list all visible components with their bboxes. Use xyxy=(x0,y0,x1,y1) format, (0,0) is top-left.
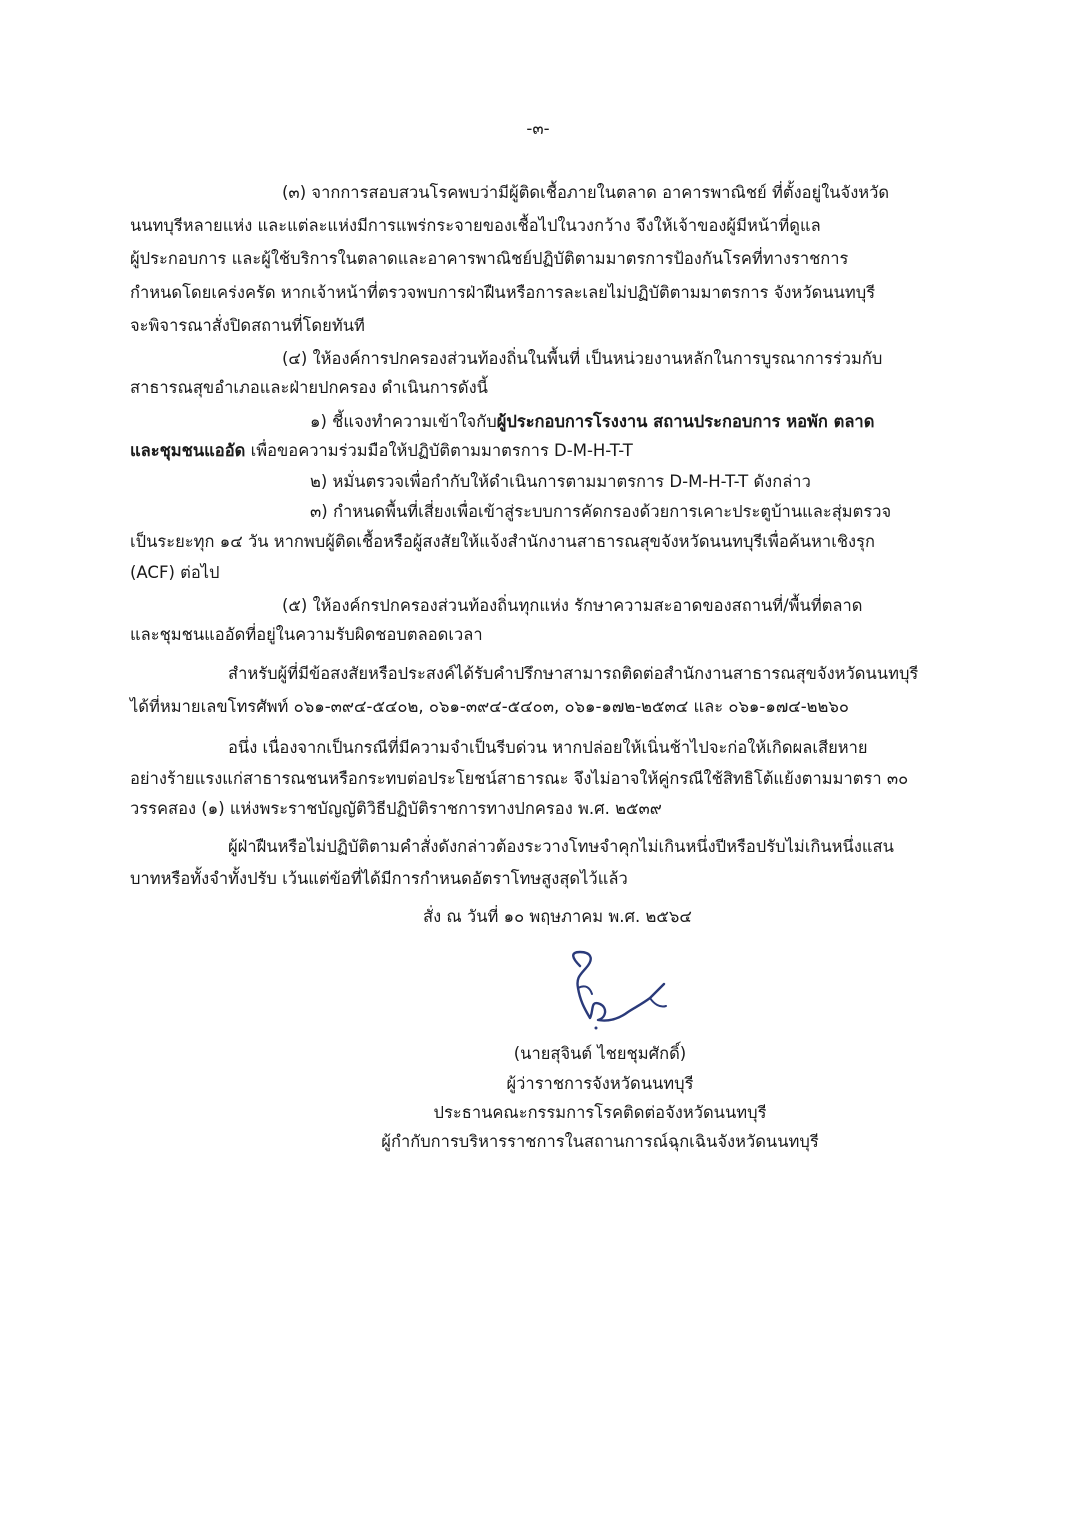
para4-line1: (๔) ให้องค์การปกครองส่วนท้องถิ่นในพื้นที่ เป็นหน่วยงานหลักในการบูรณาการร่วมกับ xyxy=(282,349,883,368)
item1-bold-text: ผู้ประกอบการโรงงาน สถานประกอบการ หอพัก ตลาด xyxy=(496,412,875,431)
para4-line2: สาธารณสุขอำเภอและฝ่ายปกครอง ดำเนินการดังนี้ xyxy=(130,378,488,397)
signatory-title-committee-chair: ประธานคณะกรรมการโรคติดต่อจังหวัดนนทบุรี xyxy=(433,1103,767,1122)
contact-line2: ได้ที่หมายเลขโทรศัพท์ ๐๖๑-๓๙๔-๕๔๐๒, ๐๖๑-๓๙๔-๕๔๐๓, ๐๖๑-๑๗๒-๒๕๓๔ และ ๐๖๑-๑๗๔-๒๒๖๐ xyxy=(130,697,849,716)
signatory-title-emergency-director: ผู้กำกับการบริหารราชการในสถานการณ์ฉุกเฉินจังหวัดนนทบุรี xyxy=(381,1132,819,1151)
para4-item2: ๒) หมั่นตรวจเพื่อกำกับให้ดำเนินการตามมาตรการ D-M-H-T-T ดังกล่าว xyxy=(310,472,811,491)
para4-item3-line3: (ACF) ต่อไป xyxy=(130,563,220,582)
item1-text: ๑) ชี้แจงทำความเข้าใจกับ xyxy=(310,412,497,431)
para3-line3: ผู้ประกอบการ และผู้ใช้บริการในตลาดและอาคารพาณิชย์ปฏิบัติตามมาตรการป้องกันโรคที่ทางราชการ xyxy=(130,249,849,268)
penalty-line1: ผู้ฝ่าฝืนหรือไม่ปฏิบัติตามคำสั่งดังกล่าวต้องระวางโทษจำคุกไม่เกินหนึ่งปีหรือปรับไม่เกินหนึ่งแสน xyxy=(228,837,894,856)
urgency-line1: อนึ่ง เนื่องจากเป็นกรณีที่มีความจำเป็นรีบด่วน หากปล่อยให้เนิ่นช้าไปจะก่อให้เกิดผลเสียหาย xyxy=(228,738,868,757)
para3-line2: นนทบุรีหลายแห่ง และแต่ละแห่งมีการแพร่กระจายของเชื้อไปในวงกว้าง จึงให้เจ้าของผู้มีหน้าที่ดูแล xyxy=(130,216,821,235)
para4-item3-line2: เป็นระยะทุก ๑๔ วัน หากพบผู้ติดเชื้อหรือผู้สงสัยให้แจ้งสำนักงานสาธารณสุขจังหวัดนนทบุรีเพื่อค้นหาเชิงรุก xyxy=(130,532,875,551)
penalty-line2: บาทหรือทั้งจำทั้งปรับ เว้นแต่ข้อที่ได้มีการกำหนดอัตราโทษสูงสุดไว้แล้ว xyxy=(130,869,628,888)
handwritten-signature xyxy=(550,948,680,1038)
urgency-line3: วรรคสอง (๑) แห่งพระราชบัญญัติวิธีปฏิบัติราชการทางปกครอง พ.ศ. ๒๕๓๙ xyxy=(130,799,662,818)
item1-continuation: เพื่อขอความร่วมมือให้ปฏิบัติตามมาตรการ D-M-H-T-T xyxy=(245,441,633,460)
contact-line1: สำหรับผู้ที่มีข้อสงสัยหรือประสงค์ได้รับคำปรึกษาสามารถติดต่อสำนักงานสาธารณสุขจังหวัดนนทบุรี xyxy=(228,664,919,683)
para5-line1: (๕) ให้องค์กรปกครองส่วนท้องถิ่นทุกแห่ง รักษาความสะอาดของสถานที่/พื้นที่ตลาด xyxy=(282,596,863,615)
page-number: -๓- xyxy=(526,119,550,138)
para3-line1: (๓) จากการสอบสวนโรคพบว่ามีผู้ติดเชื้อภายในตลาด อาคารพาณิชย์ ที่ตั้งอยู่ในจังหวัด xyxy=(282,183,890,202)
para5-line2: และชุมชนแออัดที่อยู่ในความรับผิดชอบตลอดเวลา xyxy=(130,625,483,644)
urgency-line2: อย่างร้ายแรงแก่สาธารณชนหรือกระทบต่อประโยชน์สาธารณะ จึงไม่อาจให้คู่กรณีใช้สิทธิโต้แย้งตามมาตรา ๓๐ xyxy=(130,769,909,788)
signatory-name: (นายสุจินต์ ไชยชุมศักดิ์) xyxy=(513,1044,687,1063)
para3-line5: จะพิจารณาสั่งปิดสถานที่โดยทันที xyxy=(130,316,365,335)
item1-bold-continuation: และชุมชนแออัด xyxy=(130,441,246,460)
order-date: สั่ง ณ วันที่ ๑๐ พฤษภาคม พ.ศ. ๒๕๖๔ xyxy=(423,907,692,926)
para4-item3-line1: ๓) กำหนดพื้นที่เสี่ยงเพื่อเข้าสู่ระบบการคัดกรองด้วยการเคาะประตูบ้านและสุ่มตรวจ xyxy=(310,502,892,521)
signatory-title-governor: ผู้ว่าราชการจังหวัดนนทบุรี xyxy=(506,1074,694,1093)
para4-item1-line2 xyxy=(130,440,633,462)
para4-item1-line1 xyxy=(310,411,874,433)
para3-line4: กำหนดโดยเคร่งครัด หากเจ้าหน้าที่ตรวจพบการฝ่าฝืนหรือการละเลยไม่ปฏิบัติตามมาตรการ จังหวัดนนทบุรี xyxy=(130,283,876,302)
